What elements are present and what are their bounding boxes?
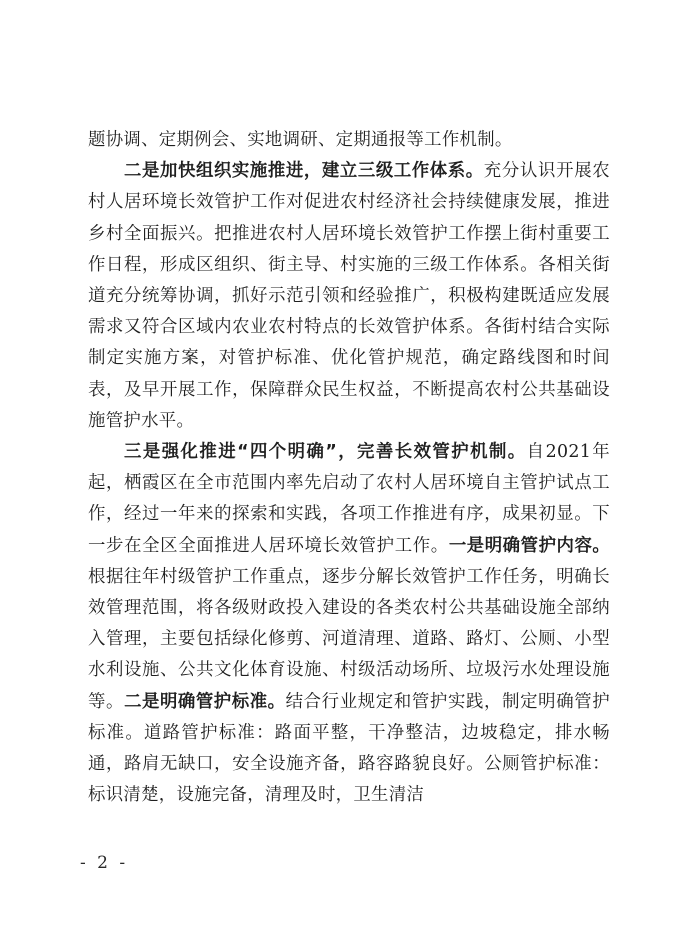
paragraph-1 xyxy=(88,125,610,156)
paragraph-3-subheading-standards: 二是明确管护标准。 xyxy=(124,691,286,712)
paragraph-2-heading: 二是加快组织实施推进，建立三级工作体系。 xyxy=(124,161,484,182)
paragraph-3-subheading-content: 一是明确管护内容。 xyxy=(448,535,610,556)
page-number: - 2 - xyxy=(80,853,129,873)
paragraph-3 xyxy=(88,437,610,811)
paragraph-3-text-standards: 结合行业规定和管护实践，制定明确管护标准。道路管护标准：路面平整，干净整洁，边坡稳定，排水畅通，路肩无缺口，安全设施齐备，路容路貌良好。公厕管护标准：标识清楚，设施完备，清理及时，卫生清洁 xyxy=(88,691,610,806)
paragraph-1-text: 题协调、定期例会、实地调研、定期通报等工作机制。 xyxy=(88,130,513,150)
document-body xyxy=(88,125,610,811)
paragraph-3-heading: 三是强化推进“四个明确”，完善长效管护机制。 xyxy=(124,442,527,463)
paragraph-3-text-intro: 自2021年起，栖霞区在全市范围内率先启动了农村人居环境自主管护试点工作，经过一年来的探索和实践，各项工作推进有序，成果初显。下一步在全区全面推进人居环境长效管护工作。 xyxy=(88,442,611,556)
paragraph-3-text-content: 根据往年村级管护工作重点，逐步分解长效管护工作任务，明确长效管理范围，将各级财政投入建设的各类农村公共基础设施全部纳入管理，主要包括绿化修剪、河道清理、道路、路灯、公厕、小型水利设施、公共文化体育设施、村级活动场所、垃圾污水处理设施等。 xyxy=(88,566,610,712)
paragraph-2-text: 充分认识开展农村人居环境长效管护工作对促进农村经济社会持续健康发展，推进乡村全面振兴。把推进农村人居环境长效管护工作摆上街村重要工作日程，形成区组织、街主导、村实施的三级工作体系。各相关街道充分统筹协调，抓好示范引领和经验推广，积极构建既适应发展需求又符合区域内农业农村特点的长效管护体系。各街村结合实际制定实施方案，对管护标准、优化管护规范，确定路线图和时间表，及早开展工作，保障群众民生权益，不断提高农村公共基础设施管护水平。 xyxy=(88,161,610,431)
paragraph-2 xyxy=(88,156,610,437)
